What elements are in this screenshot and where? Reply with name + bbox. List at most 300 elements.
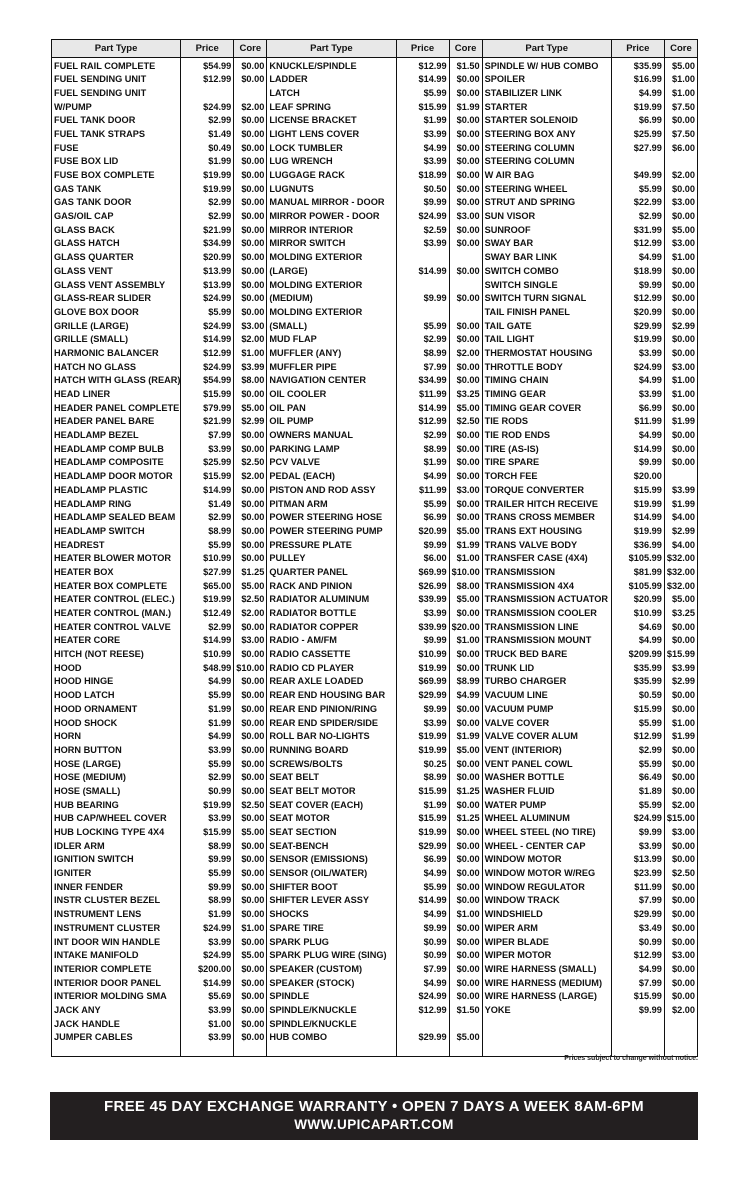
table-row <box>52 277 698 291</box>
part-type-cell: WINDOW REGULATOR <box>482 879 611 893</box>
price-cell: $16.99 <box>611 71 664 85</box>
part-type-cell: WHEEL ALUMINUM <box>482 810 611 824</box>
core-cell: $0.00 <box>234 550 267 564</box>
part-type-cell: TIMING GEAR COVER <box>482 400 611 414</box>
price-cell: $21.99 <box>181 222 234 236</box>
price-cell: $4.69 <box>611 619 664 633</box>
part-type-cell: SWITCH SINGLE <box>482 277 611 291</box>
part-type-cell: MUFFLER (ANY) <box>267 345 396 359</box>
part-type-cell: HEADLAMP SWITCH <box>52 523 181 537</box>
core-cell: $0.00 <box>449 441 482 455</box>
price-cell: $3.49 <box>611 920 664 934</box>
core-cell: $0.00 <box>449 947 482 961</box>
price-cell: $3.99 <box>396 605 449 619</box>
part-type-cell: HOSE (LARGE) <box>52 756 181 770</box>
price-cell: $7.99 <box>396 359 449 373</box>
core-cell: $3.00 <box>664 235 697 249</box>
price-cell: $19.99 <box>611 496 664 510</box>
price-cell: $10.99 <box>181 646 234 660</box>
price-cell: $4.99 <box>181 673 234 687</box>
core-cell: $2.50 <box>234 591 267 605</box>
price-cell: $25.99 <box>611 126 664 140</box>
table-row <box>52 386 698 400</box>
core-cell: $0.00 <box>664 906 697 920</box>
price-cell <box>396 304 449 318</box>
core-cell: $0.00 <box>449 934 482 948</box>
price-cell: $22.99 <box>611 194 664 208</box>
price-cell: $12.99 <box>611 235 664 249</box>
part-type-cell: OIL PAN <box>267 400 396 414</box>
core-cell: $0.00 <box>234 496 267 510</box>
part-type-cell: LADDER <box>267 71 396 85</box>
price-cell: $14.99 <box>181 975 234 989</box>
table-row <box>52 468 698 482</box>
price-cell: $1.99 <box>181 153 234 167</box>
price-cell: $24.99 <box>181 359 234 373</box>
part-type-cell: HEATER CORE <box>52 632 181 646</box>
price-cell: $0.99 <box>396 947 449 961</box>
core-cell: $0.00 <box>234 482 267 496</box>
table-row <box>52 99 698 113</box>
part-type-cell: TIRE (AS-IS) <box>482 441 611 455</box>
price-cell: $15.99 <box>611 701 664 715</box>
price-cell: $9.99 <box>611 277 664 291</box>
core-cell: $5.00 <box>449 400 482 414</box>
part-type-cell: WINDOW MOTOR <box>482 851 611 865</box>
table-row <box>52 906 698 920</box>
price-cell: $18.99 <box>396 167 449 181</box>
price-cell: $35.99 <box>611 58 664 72</box>
part-type-cell: HOOD HINGE <box>52 673 181 687</box>
table-row <box>52 181 698 195</box>
price-cell: $20.99 <box>181 249 234 263</box>
part-type-cell: SEAT BELT <box>267 769 396 783</box>
core-cell: $6.00 <box>664 140 697 154</box>
core-cell: $0.00 <box>664 769 697 783</box>
core-cell: $0.00 <box>664 934 697 948</box>
part-type-cell: WIPER BLADE <box>482 934 611 948</box>
part-type-cell: JACK ANY <box>52 1002 181 1016</box>
table-row <box>52 797 698 811</box>
core-cell: $0.00 <box>664 879 697 893</box>
part-type-cell: INTAKE MANIFOLD <box>52 947 181 961</box>
price-cell: $15.99 <box>181 386 234 400</box>
part-type-cell: SHIFTER LEVER ASSY <box>267 892 396 906</box>
price-cell: $15.99 <box>611 988 664 1002</box>
part-type-cell: SWITCH COMBO <box>482 263 611 277</box>
part-type-cell: INSTRUMENT LENS <box>52 906 181 920</box>
core-cell: $0.00 <box>449 194 482 208</box>
part-type-cell: RADIO CD PLAYER <box>267 660 396 674</box>
part-type-cell: SEAT-BENCH <box>267 838 396 852</box>
part-type-cell: TRANSMISSION COOLER <box>482 605 611 619</box>
price-cell: $15.99 <box>396 783 449 797</box>
core-cell: $0.00 <box>664 208 697 222</box>
price-cell: $69.99 <box>396 564 449 578</box>
price-cell: $3.99 <box>181 441 234 455</box>
price-cell: $2.99 <box>181 509 234 523</box>
part-type-cell: LOCK TUMBLER <box>267 140 396 154</box>
part-type-cell: HORN <box>52 728 181 742</box>
price-cell: $29.99 <box>611 318 664 332</box>
core-cell: $0.00 <box>234 58 267 72</box>
part-type-cell: IGNITER <box>52 865 181 879</box>
part-type-cell: SEAT SECTION <box>267 824 396 838</box>
price-cell: $5.99 <box>181 865 234 879</box>
price-cell: $1.00 <box>181 1016 234 1030</box>
core-cell: $0.00 <box>449 660 482 674</box>
price-cell: $9.99 <box>396 194 449 208</box>
part-type-cell: HUB LOCKING TYPE 4X4 <box>52 824 181 838</box>
core-cell: $1.50 <box>449 1002 482 1016</box>
price-cell: $4.99 <box>396 906 449 920</box>
core-cell: $0.00 <box>234 715 267 729</box>
core-cell: $0.00 <box>449 454 482 468</box>
table-row <box>52 947 698 961</box>
price-cell: $24.99 <box>181 920 234 934</box>
core-cell: $0.00 <box>449 222 482 236</box>
core-cell: $0.00 <box>449 112 482 126</box>
price-cell: $9.99 <box>396 632 449 646</box>
part-type-cell: TRANSFER CASE (4X4) <box>482 550 611 564</box>
part-type-cell: OIL PUMP <box>267 413 396 427</box>
core-cell: $0.00 <box>234 961 267 975</box>
part-type-cell: TIMING GEAR <box>482 386 611 400</box>
price-cell: $9.99 <box>611 824 664 838</box>
price-cell: $15.99 <box>611 482 664 496</box>
part-type-cell: SENSOR (OIL/WATER) <box>267 865 396 879</box>
part-type-cell: HEADLAMP DOOR MOTOR <box>52 468 181 482</box>
price-cell: $10.99 <box>181 550 234 564</box>
price-cell: $3.99 <box>181 1029 234 1043</box>
part-type-cell: HATCH WITH GLASS (REAR) <box>52 372 181 386</box>
part-type-cell: REAR END PINION/RING <box>267 701 396 715</box>
part-type-cell: GAS TANK DOOR <box>52 194 181 208</box>
part-type-cell: INTERIOR DOOR PANEL <box>52 975 181 989</box>
price-cell: $14.99 <box>611 509 664 523</box>
part-type-cell: HEATER BOX <box>52 564 181 578</box>
price-cell: $3.99 <box>396 126 449 140</box>
core-cell: $3.00 <box>449 208 482 222</box>
price-cell: $14.99 <box>396 71 449 85</box>
core-cell: $32.00 <box>664 564 697 578</box>
price-cell: $23.99 <box>611 865 664 879</box>
core-cell: $0.00 <box>664 181 697 195</box>
core-cell <box>234 85 267 99</box>
core-cell <box>449 304 482 318</box>
table-row <box>52 687 698 701</box>
price-cell: $14.99 <box>181 331 234 345</box>
part-type-cell: (MEDIUM) <box>267 290 396 304</box>
part-type-cell: RACK AND PINION <box>267 578 396 592</box>
price-cell: $26.99 <box>396 578 449 592</box>
part-type-cell: HEATER CONTROL VALVE <box>52 619 181 633</box>
core-cell: $1.00 <box>449 906 482 920</box>
price-cell: $3.99 <box>396 235 449 249</box>
part-type-cell: WHEEL - CENTER CAP <box>482 838 611 852</box>
core-cell: $20.00 <box>449 619 482 633</box>
part-type-cell: REAR END HOUSING BAR <box>267 687 396 701</box>
core-cell: $3.00 <box>664 947 697 961</box>
price-cell: $19.99 <box>181 181 234 195</box>
core-cell: $5.00 <box>234 578 267 592</box>
price-cell <box>396 277 449 291</box>
price-cell: $20.99 <box>611 304 664 318</box>
table-row <box>52 167 698 181</box>
price-cell: $24.99 <box>396 988 449 1002</box>
core-cell: $5.00 <box>234 824 267 838</box>
core-cell: $0.00 <box>234 646 267 660</box>
core-cell: $0.00 <box>234 235 267 249</box>
core-cell: $5.00 <box>449 591 482 605</box>
part-type-cell: SCREWS/BOLTS <box>267 756 396 770</box>
price-cell: $20.00 <box>611 468 664 482</box>
price-cell: $15.99 <box>181 824 234 838</box>
price-cell: $2.99 <box>181 112 234 126</box>
core-cell: $10.00 <box>234 660 267 674</box>
core-cell: $0.00 <box>449 359 482 373</box>
part-type-cell: GLOVE BOX DOOR <box>52 304 181 318</box>
price-cell <box>396 1016 449 1030</box>
core-cell: $0.00 <box>234 194 267 208</box>
part-type-cell: HEADLAMP COMP BULB <box>52 441 181 455</box>
table-row <box>52 126 698 140</box>
part-type-cell: SPINDLE/KNUCKLE <box>267 1002 396 1016</box>
core-cell <box>449 249 482 263</box>
core-cell: $0.00 <box>664 961 697 975</box>
part-type-cell: WIPER MOTOR <box>482 947 611 961</box>
price-cell: $19.99 <box>181 797 234 811</box>
part-type-cell: LUGNUTS <box>267 181 396 195</box>
core-cell: $0.00 <box>449 646 482 660</box>
price-cell: $2.99 <box>396 427 449 441</box>
part-type-cell: TRANSMISSION 4X4 <box>482 578 611 592</box>
table-row <box>52 920 698 934</box>
price-cell: $9.99 <box>396 537 449 551</box>
table-row <box>52 1016 698 1030</box>
table-row <box>52 372 698 386</box>
part-type-cell: HOOD <box>52 660 181 674</box>
core-cell: $0.00 <box>234 386 267 400</box>
part-type-cell: LATCH <box>267 85 396 99</box>
table-row <box>52 194 698 208</box>
price-cell: $18.99 <box>611 263 664 277</box>
table-row <box>52 988 698 1002</box>
core-cell: $8.00 <box>234 372 267 386</box>
price-cell: $7.99 <box>611 975 664 989</box>
header-part-type: Part Type <box>267 40 396 58</box>
price-cell <box>611 153 664 167</box>
core-cell: $0.00 <box>449 851 482 865</box>
core-cell: $0.00 <box>449 235 482 249</box>
core-cell: $0.00 <box>234 277 267 291</box>
price-cell: $4.99 <box>611 372 664 386</box>
price-cell: $24.99 <box>396 208 449 222</box>
core-cell: $0.00 <box>234 1016 267 1030</box>
core-cell: $0.00 <box>449 975 482 989</box>
price-cell: $7.99 <box>396 961 449 975</box>
price-cell: $4.99 <box>611 632 664 646</box>
part-type-cell: POWER STEERING PUMP <box>267 523 396 537</box>
part-type-cell: SPARE TIRE <box>267 920 396 934</box>
part-type-cell: TIE RODS <box>482 413 611 427</box>
core-cell: $0.00 <box>449 879 482 893</box>
price-cell: $4.99 <box>396 140 449 154</box>
price-cell: $1.99 <box>181 715 234 729</box>
price-cell: $9.99 <box>396 701 449 715</box>
footer-banner <box>50 1092 698 1140</box>
core-cell: $1.99 <box>664 413 697 427</box>
price-cell: $2.99 <box>396 331 449 345</box>
part-type-cell: HUB COMBO <box>267 1029 396 1043</box>
price-cell: $2.99 <box>181 769 234 783</box>
part-type-cell: GLASS QUARTER <box>52 249 181 263</box>
website-link[interactable]: WWW.UPICAPART.COM <box>294 1117 454 1132</box>
core-cell: $2.00 <box>664 1002 697 1016</box>
core-cell <box>234 1043 267 1057</box>
price-cell: $5.99 <box>396 318 449 332</box>
price-cell: $19.99 <box>396 728 449 742</box>
core-cell: $0.00 <box>234 728 267 742</box>
price-cell: $19.99 <box>611 99 664 113</box>
part-type-cell: STARTER <box>482 99 611 113</box>
table-row <box>52 400 698 414</box>
price-cell: $9.99 <box>181 879 234 893</box>
part-type-cell: GLASS VENT <box>52 263 181 277</box>
part-type-cell: HEADREST <box>52 537 181 551</box>
table-row <box>52 454 698 468</box>
core-cell: $2.00 <box>234 605 267 619</box>
core-cell: $0.00 <box>664 331 697 345</box>
part-type-cell: RUNNING BOARD <box>267 742 396 756</box>
table-row <box>52 318 698 332</box>
table-row <box>52 85 698 99</box>
price-cell: $20.99 <box>611 591 664 605</box>
core-cell: $1.25 <box>449 810 482 824</box>
part-type-cell: TIRE SPARE <box>482 454 611 468</box>
part-type-cell: SHOCKS <box>267 906 396 920</box>
header-core: Core <box>234 40 267 58</box>
core-cell: $2.00 <box>234 99 267 113</box>
core-cell: $3.25 <box>449 386 482 400</box>
core-cell: $4.99 <box>449 687 482 701</box>
core-cell: $1.99 <box>664 496 697 510</box>
price-cell: $6.00 <box>396 550 449 564</box>
core-cell: $0.00 <box>664 427 697 441</box>
core-cell: $1.99 <box>449 99 482 113</box>
core-cell <box>449 1016 482 1030</box>
part-type-cell: INTERIOR COMPLETE <box>52 961 181 975</box>
price-cell: $36.99 <box>611 537 664 551</box>
price-cell: $7.99 <box>611 892 664 906</box>
table-row <box>52 413 698 427</box>
core-cell: $15.99 <box>664 646 697 660</box>
core-cell: $0.00 <box>449 153 482 167</box>
core-cell: $2.00 <box>234 468 267 482</box>
price-cell: $15.99 <box>396 810 449 824</box>
part-type-cell: HEATER CONTROL (ELEC.) <box>52 591 181 605</box>
core-cell: $5.00 <box>664 591 697 605</box>
price-cell: $7.99 <box>181 427 234 441</box>
price-cell: $1.89 <box>611 783 664 797</box>
part-type-cell: FUEL RAIL COMPLETE <box>52 58 181 72</box>
part-type-cell: RADIATOR COPPER <box>267 619 396 633</box>
part-type-cell: SPARK PLUG <box>267 934 396 948</box>
core-cell: $3.99 <box>664 482 697 496</box>
part-type-cell <box>267 1043 396 1057</box>
core-cell: $2.99 <box>234 413 267 427</box>
price-cell: $12.99 <box>396 413 449 427</box>
price-cell: $20.99 <box>396 523 449 537</box>
core-cell: $0.00 <box>234 1029 267 1043</box>
price-cell: $12.99 <box>611 728 664 742</box>
core-cell: $2.00 <box>234 331 267 345</box>
core-cell <box>664 153 697 167</box>
part-type-cell: STEERING COLUMN <box>482 153 611 167</box>
price-cell: $4.99 <box>396 865 449 879</box>
core-cell: $0.00 <box>449 140 482 154</box>
price-cell: $1.99 <box>181 906 234 920</box>
part-type-cell: LUGGAGE RACK <box>267 167 396 181</box>
core-cell: $0.00 <box>234 249 267 263</box>
core-cell: $1.00 <box>449 632 482 646</box>
part-type-cell: WINDOW MOTOR W/REG <box>482 865 611 879</box>
core-cell: $0.00 <box>664 345 697 359</box>
core-cell: $1.99 <box>449 537 482 551</box>
part-type-cell: HOOD LATCH <box>52 687 181 701</box>
core-cell: $0.00 <box>234 167 267 181</box>
part-type-cell: WIRE HARNESS (SMALL) <box>482 961 611 975</box>
table-row <box>52 112 698 126</box>
core-cell: $0.00 <box>664 892 697 906</box>
price-cell: $5.99 <box>181 756 234 770</box>
price-cell: $27.99 <box>611 140 664 154</box>
part-type-cell: TRAILER HITCH RECEIVE <box>482 496 611 510</box>
core-cell: $0.00 <box>664 112 697 126</box>
part-type-cell: TRUNK LID <box>482 660 611 674</box>
part-type-cell: HEADER PANEL BARE <box>52 413 181 427</box>
table-row <box>52 304 698 318</box>
table-row <box>52 769 698 783</box>
core-cell: $7.50 <box>664 99 697 113</box>
price-cell: $1.99 <box>396 112 449 126</box>
part-type-cell: SPOILER <box>482 71 611 85</box>
core-cell: $0.00 <box>664 988 697 1002</box>
part-type-cell: WINDOW TRACK <box>482 892 611 906</box>
core-cell: $3.00 <box>664 359 697 373</box>
part-type-cell: FUEL SENDING UNIT <box>52 85 181 99</box>
part-type-cell: HEAD LINER <box>52 386 181 400</box>
core-cell: $2.00 <box>664 797 697 811</box>
core-cell: $10.00 <box>449 564 482 578</box>
core-cell: $1.25 <box>234 564 267 578</box>
part-type-cell: STRUT AND SPRING <box>482 194 611 208</box>
price-cell: $34.99 <box>181 235 234 249</box>
core-cell: $2.50 <box>449 413 482 427</box>
core-cell: $0.00 <box>449 126 482 140</box>
part-type-cell: HUB CAP/WHEEL COVER <box>52 810 181 824</box>
core-cell: $0.00 <box>234 140 267 154</box>
table-row <box>52 879 698 893</box>
part-type-cell: MUD FLAP <box>267 331 396 345</box>
price-cell: $5.99 <box>611 715 664 729</box>
price-cell: $12.99 <box>396 1002 449 1016</box>
part-type-cell: HATCH NO GLASS <box>52 359 181 373</box>
price-cell: $12.99 <box>611 947 664 961</box>
core-cell: $0.00 <box>234 838 267 852</box>
core-cell: $0.00 <box>234 975 267 989</box>
core-cell: $0.00 <box>234 619 267 633</box>
